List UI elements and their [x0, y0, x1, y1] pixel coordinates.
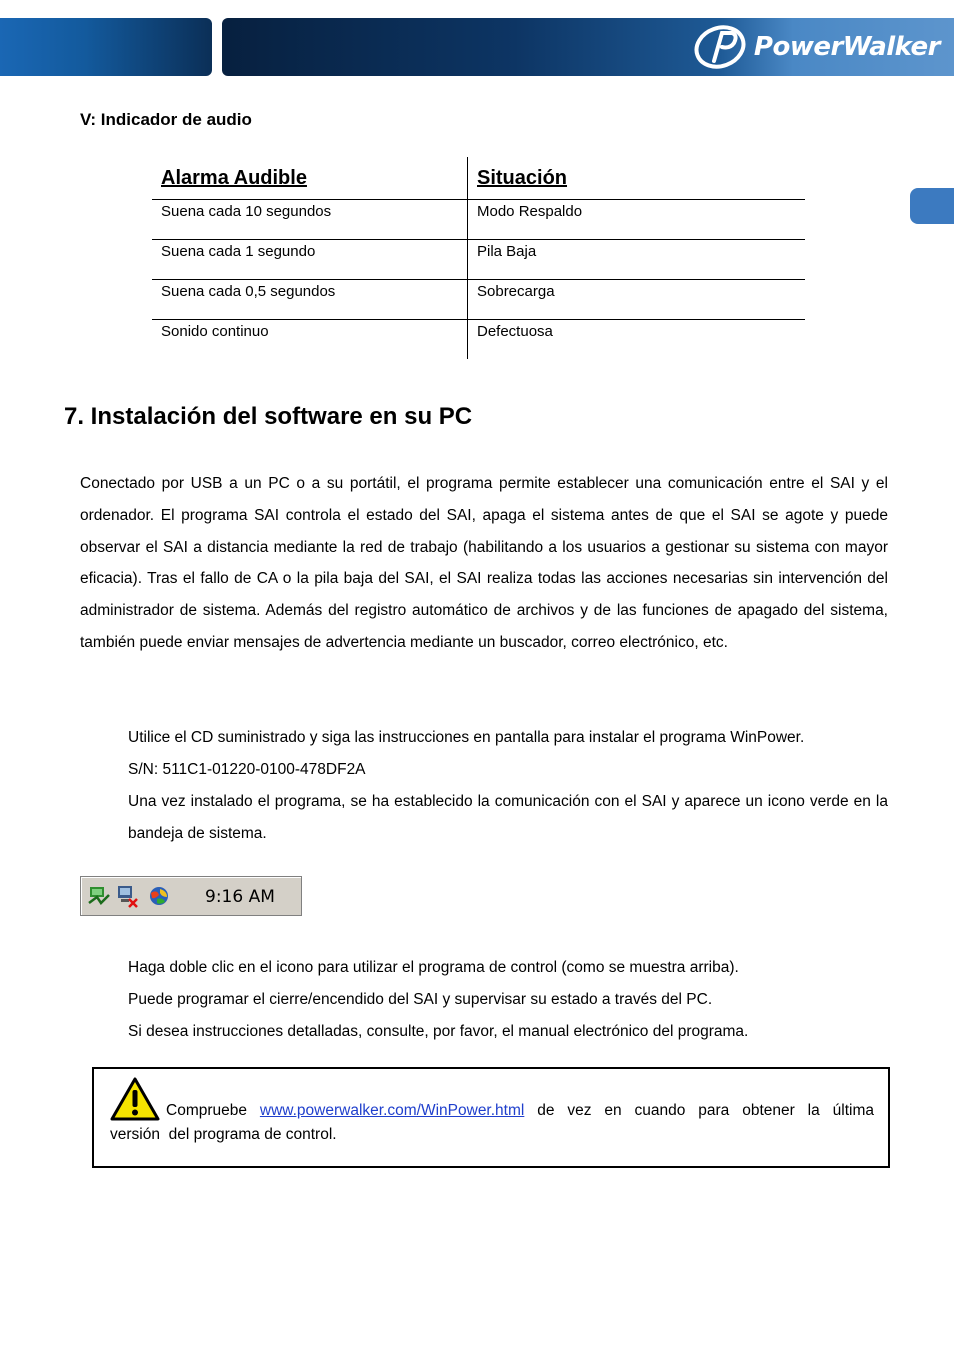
power-logo-icon — [692, 25, 748, 69]
table-row — [152, 320, 805, 360]
column-header-alarm: Alarma Audible — [152, 157, 468, 200]
usage-instructions — [128, 952, 888, 1048]
note-prefix: Compruebe — [166, 1102, 247, 1119]
warning-note — [92, 1067, 890, 1168]
brand-name: PowerWalker — [753, 32, 940, 62]
usage-line: Si desea instrucciones detalladas, consulte, por favor, el manual electrónico del programa. — [128, 1023, 749, 1040]
note-word: la — [807, 1102, 820, 1119]
note-line-2: versión del programa de control. — [110, 1126, 337, 1143]
table-cell-alarm: Suena cada 10 segundos — [152, 200, 468, 240]
globe-icon — [147, 883, 171, 909]
section-7-heading: 7. Instalación del software en su PC — [64, 403, 473, 430]
usage-line: Puede programar el cierre/encendido del SAI y supervisar su estado a través del PC. — [128, 991, 713, 1008]
table-cell-situation: Sobrecarga — [468, 280, 806, 320]
winpower-link[interactable]: www.powerwalker.com/WinPower.html — [259, 1102, 525, 1119]
audio-indicator-table — [152, 157, 805, 359]
table-cell-situation: Defectuosa — [477, 323, 553, 340]
table-cell-situation: Modo Respaldo — [468, 200, 806, 240]
table-cell-alarm: Sonido continuo — [152, 320, 468, 360]
table-row — [152, 200, 805, 240]
section-v-title: V: Indicador de audio — [80, 110, 252, 129]
serial-number: S/N: 511C1-01220-0100-478DF2A — [128, 761, 366, 778]
table-row — [152, 280, 805, 320]
table-cell-alarm: Suena cada 0,5 segundos — [152, 280, 468, 320]
note-word: última — [832, 1102, 874, 1119]
system-tray — [80, 876, 302, 916]
tray-clock: 9:16 AM — [205, 887, 275, 907]
intro-paragraph: Conectado por USB a un PC o a su portátil, el programa permite establecer una comunicación entre el SAI y el ordenador. El programa SAI controla el estado del SAI, apaga el sistema antes de que el SAI se agote y puede observar el SAI a distancia mediante la red de trabajo (habilitando a los usuarios a gestionar su sistema con mayor eficacia). Tras el fallo de CA o la pila baja del SAI, el SAI realiza todas las acciones necesarias sin intervención del administrador de sistema. Además del registro automático de archivos y de las funciones de apagado del sistema, también puede enviar mensajes de advertencia mediante un buscador, correo electrónico, etc. — [80, 475, 888, 651]
note-word: en — [604, 1102, 622, 1119]
usage-line: Haga doble clic en el icono para utilizar el programa de control (como se muestra arriba). — [128, 959, 739, 976]
note-word: de — [537, 1102, 555, 1119]
column-header-situation: Situación — [468, 157, 806, 200]
note-word: obtener — [742, 1102, 795, 1119]
table-header-row — [152, 157, 805, 200]
install-line: Utilice el CD suministrado y siga las instrucciones en pantalla para instalar el programa WinPower. — [128, 729, 805, 746]
header-bar-right — [222, 18, 954, 76]
warning-icon — [110, 1077, 160, 1121]
table-row — [152, 240, 805, 280]
winpower-disconnected-icon[interactable] — [115, 883, 139, 909]
install-line: Una vez instalado el programa, se ha establecido la comunicación con el SAI y aparece un icono verde en la bandeja de sistema. — [128, 793, 888, 842]
note-word: cuando — [634, 1102, 686, 1119]
note-word: para — [698, 1102, 730, 1119]
side-tab-marker — [910, 188, 954, 224]
powerwalker-logo — [692, 24, 940, 70]
note-line-1 — [166, 1102, 874, 1120]
header-bar-left — [0, 18, 212, 76]
header-banner — [0, 18, 954, 78]
network-icon — [87, 883, 111, 909]
table-cell-situation: Pila Baja — [468, 240, 806, 280]
table-cell-alarm: Suena cada 1 segundo — [152, 240, 468, 280]
install-instructions — [128, 722, 888, 850]
note-word: vez — [567, 1102, 592, 1119]
